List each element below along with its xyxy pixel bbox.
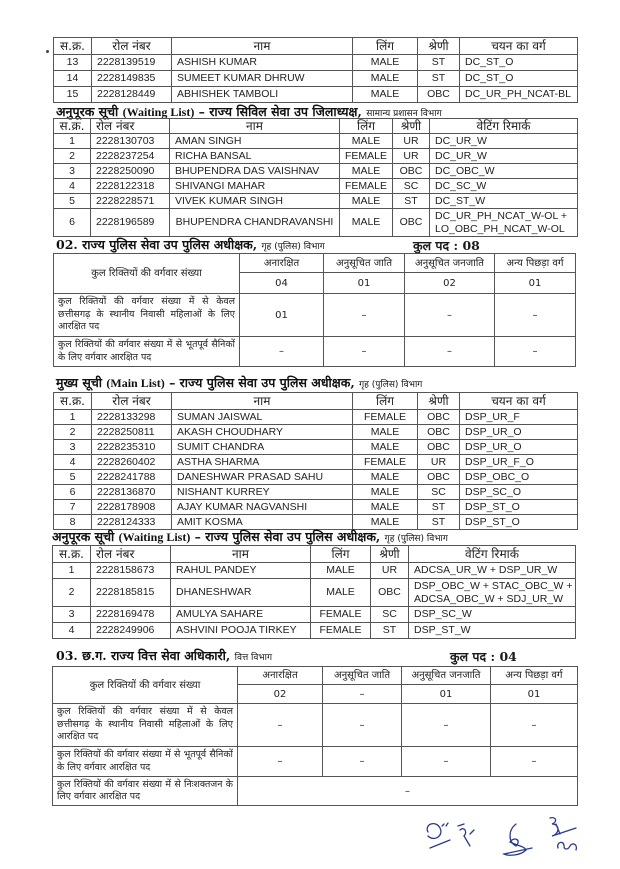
category: ST — [418, 515, 460, 530]
class: DSP_UR_O — [460, 440, 578, 455]
roll: 2228250811 — [92, 425, 172, 440]
main-list-table-dc — [53, 37, 578, 103]
section-2-dept: गृह (पुलिस) विभाग — [261, 242, 325, 252]
category: ST — [393, 194, 430, 209]
row-label-disabled: कुल रिक्तियों की वर्गवार संख्या में से निःशक्तजन के लिए वर्गवार आरक्षित पद — [53, 777, 238, 806]
row-label-total: कुल रिक्तियों की वर्गवार संख्या — [54, 254, 240, 294]
col-class: चयन का वर्ग — [460, 393, 578, 410]
vacancy-row-exservice — [54, 337, 576, 367]
row-label-women: कुल रिक्तियों की वर्गवार संख्या में से केवल छत्तीसगढ़ के स्थानीय निवासी महिलाओं के लिए आरक्षित पद — [53, 704, 238, 747]
name: RAHUL PANDEY — [171, 563, 311, 579]
category: OBC — [418, 470, 460, 485]
roll: 2228196589 — [91, 209, 170, 237]
sno: 15 — [54, 87, 92, 103]
roll: 2228237254 — [91, 149, 170, 164]
name: SUMIT CHANDRA — [172, 440, 353, 455]
category: OBC — [418, 87, 460, 103]
obc-value: – — [491, 747, 578, 777]
table-row — [54, 209, 578, 237]
remark: DSP_SC_W — [409, 607, 576, 623]
col-roll: रोल नंबर — [91, 546, 171, 563]
remark-line: ADCSA_OBC_W + SDJ_UR_W — [414, 592, 564, 605]
signature-3 — [504, 824, 532, 855]
name: SUMAN JAISWAL — [172, 410, 353, 425]
category: ST — [418, 500, 460, 515]
obc-value: – — [491, 704, 578, 747]
remark: ADCSA_UR_W + DSP_UR_W — [409, 563, 576, 579]
table-row — [54, 71, 578, 87]
roll: 2228250090 — [91, 164, 170, 179]
category: SC — [418, 485, 460, 500]
name: DANESHWAR PRASAD SAHU — [172, 470, 353, 485]
gender: MALE — [340, 194, 393, 209]
roll: 2228130703 — [91, 134, 170, 149]
category: UR — [393, 134, 430, 149]
name: RICHA BANSAL — [170, 149, 340, 164]
gender: MALE — [353, 425, 418, 440]
disabled-value: – — [238, 777, 578, 806]
sno: 5 — [54, 194, 91, 209]
gender: MALE — [353, 55, 418, 71]
section-3-title: 03. छ.ग. राज्य वित्त सेवा अधिकारी, — [56, 648, 231, 663]
name: SUMEET KUMAR DHRUW — [172, 71, 353, 87]
st-value: 02 — [405, 273, 495, 294]
remark-line: DSP_OBC_W + STAC_OBC_W + — [414, 579, 573, 592]
col-sno: स.क्र. — [53, 546, 91, 563]
col-name: नाम — [171, 546, 311, 563]
table-row — [53, 563, 576, 579]
roll: 2228185815 — [91, 579, 171, 607]
table-row — [54, 410, 578, 425]
roll: 2228169478 — [91, 607, 171, 623]
name: ASTHA SHARMA — [172, 455, 353, 470]
sno: 2 — [54, 149, 91, 164]
st-value: – — [405, 337, 495, 367]
gender: MALE — [353, 71, 418, 87]
col-roll: रोल नंबर — [91, 119, 170, 134]
sno: 6 — [54, 209, 91, 237]
row-label-exservice: कुल रिक्तियों की वर्गवार संख्या में से भूतपूर्व सैनिकों के लिए वर्गवार आरक्षित पद — [53, 747, 238, 777]
sc-value: – — [324, 294, 405, 337]
table-row — [53, 623, 576, 639]
table-header-row — [54, 119, 578, 134]
col-remark: वेटिंग रिमार्क — [430, 119, 578, 134]
name: DHANESHWAR — [171, 579, 311, 607]
remark: DSP_ST_W — [409, 623, 576, 639]
gender: MALE — [311, 563, 371, 579]
category: UR — [393, 149, 430, 164]
stray-mark — [46, 50, 49, 53]
roll: 2228149835 — [92, 71, 172, 87]
vacancy-row-women — [53, 704, 578, 747]
gender: MALE — [353, 500, 418, 515]
gender: FEMALE — [340, 179, 393, 194]
signature-2 — [458, 824, 474, 846]
gender: MALE — [353, 515, 418, 530]
table-header-row — [53, 546, 576, 563]
name: ASHVINI POOJA TIRKEY — [171, 623, 311, 639]
section-3-heading — [56, 648, 272, 666]
gender: MALE — [340, 209, 393, 237]
vacancy-row-women — [54, 294, 576, 337]
col-roll: रोल नंबर — [92, 38, 172, 55]
col-gender: लिंग — [353, 38, 418, 55]
table-row — [54, 425, 578, 440]
signature-1 — [427, 823, 450, 848]
table-row — [54, 440, 578, 455]
gender: MALE — [353, 440, 418, 455]
sc-value: – — [323, 704, 402, 747]
row-label-exservice: कुल रिक्तियों की वर्गवार संख्या में से भूतपूर्व सैनिकों के लिए वर्गवार आरक्षित पद — [54, 337, 240, 367]
sno: 1 — [53, 563, 91, 579]
table-row — [54, 470, 578, 485]
category: OBC — [418, 440, 460, 455]
roll: 2228178908 — [92, 500, 172, 515]
category: UR — [418, 455, 460, 470]
section-2-title: 02. राज्य पुलिस सेवा उप पुलिस अधीक्षक, — [56, 237, 258, 252]
name: AJAY KUMAR NAGVANSHI — [172, 500, 353, 515]
sno: 6 — [54, 485, 92, 500]
category: ST — [418, 55, 460, 71]
class: DSP_ST_O — [460, 515, 578, 530]
class: DC_UR_PH_NCAT-BL — [460, 87, 578, 103]
name: BHUPENDRA DAS VAISHNAV — [170, 164, 340, 179]
name: NISHANT KURREY — [172, 485, 353, 500]
roll: 2228241788 — [92, 470, 172, 485]
remark — [430, 209, 578, 237]
vacancy-table-police — [53, 253, 576, 367]
gender: FEMALE — [311, 607, 371, 623]
table-row — [54, 515, 578, 530]
col-roll: रोल नंबर — [92, 393, 172, 410]
table-row — [54, 500, 578, 515]
ur-value: 02 — [238, 685, 323, 704]
vacancy-row-exservice — [53, 747, 578, 777]
class: DSP_UR_O — [460, 425, 578, 440]
vacancy-table-finance — [52, 666, 578, 806]
table-row — [54, 194, 578, 209]
heading-hi: अनुपूरक सूची — [56, 104, 119, 119]
class: DC_ST_O — [460, 55, 578, 71]
name: ABHISHEK TAMBOLI — [172, 87, 353, 103]
st-value: 01 — [402, 685, 491, 704]
st-value: – — [402, 704, 491, 747]
remark-line: LO_OBC_PH_NCAT_W-OL — [435, 222, 565, 235]
col-sno: स.क्र. — [54, 38, 92, 55]
heading-hi: अनुपूरक सूची — [52, 529, 115, 544]
class: DSP_ST_O — [460, 500, 578, 515]
row-label-total: कुल रिक्तियों की वर्गवार संख्या — [53, 667, 238, 704]
name: AKASH CHOUDHARY — [172, 425, 353, 440]
heading-en: (Waiting List) — [122, 105, 195, 119]
table-row — [54, 179, 578, 194]
remark: DC_UR_W — [430, 134, 578, 149]
main-list-table-dsp — [53, 392, 578, 530]
col-sno: स.क्र. — [54, 119, 91, 134]
roll: 2228124333 — [92, 515, 172, 530]
roll: 2228235310 — [92, 440, 172, 455]
ur-value: – — [240, 337, 324, 367]
roll: 2228249906 — [91, 623, 171, 639]
roll: 2228260402 — [92, 455, 172, 470]
col-category: श्रेणी — [418, 38, 460, 55]
main-list-2-heading — [56, 375, 422, 393]
table-row — [54, 164, 578, 179]
gender: FEMALE — [340, 149, 393, 164]
category: SC — [393, 179, 430, 194]
col-obc: अन्य पिछड़ा वर्ग — [495, 254, 576, 273]
col-name: नाम — [170, 119, 340, 134]
name: AMAN SINGH — [170, 134, 340, 149]
obc-value: 01 — [491, 685, 578, 704]
class: DSP_UR_F_O — [460, 455, 578, 470]
table-row — [54, 455, 578, 470]
row-label-women: कुल रिक्तियों की वर्गवार संख्या में से केवल छत्तीसगढ़ के स्थानीय निवासी महिलाओं के लिए आरक्षित पद — [54, 294, 240, 337]
section-3-dept: वित्त विभाग — [234, 653, 273, 663]
col-gender: लिंग — [311, 546, 371, 563]
sc-value: – — [324, 337, 405, 367]
table-row — [54, 87, 578, 103]
table-row — [53, 579, 576, 607]
category: ST — [371, 623, 409, 639]
name: ASHISH KUMAR — [172, 55, 353, 71]
st-value: – — [405, 294, 495, 337]
name: BHUPENDRA CHANDRAVANSHI — [170, 209, 340, 237]
col-category: श्रेणी — [371, 546, 409, 563]
sno: 1 — [54, 410, 92, 425]
heading-dept: गृह (पुलिस) विभाग — [384, 534, 448, 544]
roll: 2228136870 — [92, 485, 172, 500]
col-sc: अनुसूचित जाति — [323, 667, 402, 685]
gender: FEMALE — [353, 410, 418, 425]
col-sno: स.क्र. — [54, 393, 92, 410]
category: OBC — [393, 209, 430, 237]
sc-value: – — [323, 685, 402, 704]
sno: 1 — [54, 134, 91, 149]
class: DC_ST_O — [460, 71, 578, 87]
col-category: श्रेणी — [393, 119, 430, 134]
signatures — [420, 812, 610, 867]
table-header-row — [54, 393, 578, 410]
col-name: नाम — [172, 393, 353, 410]
table-header-row — [54, 38, 578, 55]
sno: 8 — [54, 515, 92, 530]
col-category: श्रेणी — [418, 393, 460, 410]
remark: DC_SC_W — [430, 179, 578, 194]
col-st: अनुसूचित जनजाति — [405, 254, 495, 273]
name: AMIT KOSMA — [172, 515, 353, 530]
gender: FEMALE — [353, 455, 418, 470]
obc-value: – — [495, 294, 576, 337]
ur-value: – — [238, 747, 323, 777]
class: DSP_UR_F — [460, 410, 578, 425]
gender: MALE — [340, 134, 393, 149]
vacancy-header-row — [53, 667, 578, 685]
sno: 3 — [54, 164, 91, 179]
class: DSP_SC_O — [460, 485, 578, 500]
remark — [409, 579, 576, 607]
sno: 4 — [54, 455, 92, 470]
remark: DC_ST_W — [430, 194, 578, 209]
category: ST — [418, 71, 460, 87]
category: UR — [371, 563, 409, 579]
signature-4 — [550, 818, 576, 850]
roll: 2228139519 — [92, 55, 172, 71]
table-row — [53, 607, 576, 623]
col-class: चयन का वर्ग — [460, 38, 578, 55]
heading-en: (Main List) — [106, 376, 165, 390]
heading-post: – राज्य पुलिस सेवा उप पुलिस अधीक्षक, — [169, 375, 355, 390]
col-remark: वेटिंग रिमार्क — [409, 546, 576, 563]
section-3-total: कुल पद : 04 — [450, 649, 517, 664]
vacancy-header-row — [54, 254, 576, 273]
heading-en: (Waiting List) — [118, 530, 191, 544]
gender: MALE — [353, 87, 418, 103]
vacancy-row-disabled — [53, 777, 578, 806]
heading-post: – राज्य सिविल सेवा उप जिलाध्यक्ष, — [198, 104, 362, 119]
col-st: अनुसूचित जनजाति — [402, 667, 491, 685]
roll: 2228133298 — [92, 410, 172, 425]
sno: 2 — [54, 425, 92, 440]
waiting-list-table-dsp — [52, 545, 576, 639]
ur-value: 01 — [240, 294, 324, 337]
class: DSP_OBC_O — [460, 470, 578, 485]
name: SHIVANGI MAHAR — [170, 179, 340, 194]
gender: MALE — [353, 470, 418, 485]
heading-dept: गृह (पुलिस) विभाग — [359, 380, 423, 390]
col-sc: अनुसूचित जाति — [324, 254, 405, 273]
sno: 14 — [54, 71, 92, 87]
gender: MALE — [340, 164, 393, 179]
col-obc: अन्य पिछड़ा वर्ग — [491, 667, 578, 685]
category: OBC — [418, 425, 460, 440]
obc-value: 01 — [495, 273, 576, 294]
heading-dept: सामान्य प्रशासन विभाग — [366, 109, 442, 119]
col-ur: अनारक्षित — [238, 667, 323, 685]
obc-value: – — [495, 337, 576, 367]
sc-value: – — [323, 747, 402, 777]
sno: 4 — [53, 623, 91, 639]
sno: 3 — [53, 607, 91, 623]
gender: MALE — [311, 579, 371, 607]
table-row — [54, 134, 578, 149]
roll: 2228228571 — [91, 194, 170, 209]
sno: 7 — [54, 500, 92, 515]
name: AMULYA SAHARE — [171, 607, 311, 623]
st-value: – — [402, 747, 491, 777]
col-gender: लिंग — [353, 393, 418, 410]
category: OBC — [371, 579, 409, 607]
category: OBC — [393, 164, 430, 179]
gender: FEMALE — [311, 623, 371, 639]
section-2-total: कुल पद : 08 — [413, 238, 480, 253]
table-row — [54, 485, 578, 500]
col-ur: अनारक्षित — [240, 254, 324, 273]
roll: 2228128449 — [92, 87, 172, 103]
sno: 5 — [54, 470, 92, 485]
col-gender: लिंग — [340, 119, 393, 134]
sno: 13 — [54, 55, 92, 71]
remark: DC_OBC_W — [430, 164, 578, 179]
col-name: नाम — [172, 38, 353, 55]
sno: 4 — [54, 179, 91, 194]
sno: 2 — [53, 579, 91, 607]
gender: MALE — [353, 485, 418, 500]
heading-post: – राज्य पुलिस सेवा उप पुलिस अधीक्षक, — [194, 529, 381, 544]
roll: 2228122318 — [91, 179, 170, 194]
heading-hi: मुख्य सूची — [56, 375, 103, 390]
waiting-list-table-dc — [53, 118, 578, 237]
roll: 2228158673 — [91, 563, 171, 579]
category: OBC — [418, 410, 460, 425]
remark: DC_UR_W — [430, 149, 578, 164]
name: VIVEK KUMAR SINGH — [170, 194, 340, 209]
table-row — [54, 55, 578, 71]
category: SC — [371, 607, 409, 623]
ur-value: 04 — [240, 273, 324, 294]
ur-value: – — [238, 704, 323, 747]
sno: 3 — [54, 440, 92, 455]
remark-line: DC_UR_PH_NCAT_W-OL + — [435, 209, 567, 222]
table-row — [54, 149, 578, 164]
sc-value: 01 — [324, 273, 405, 294]
